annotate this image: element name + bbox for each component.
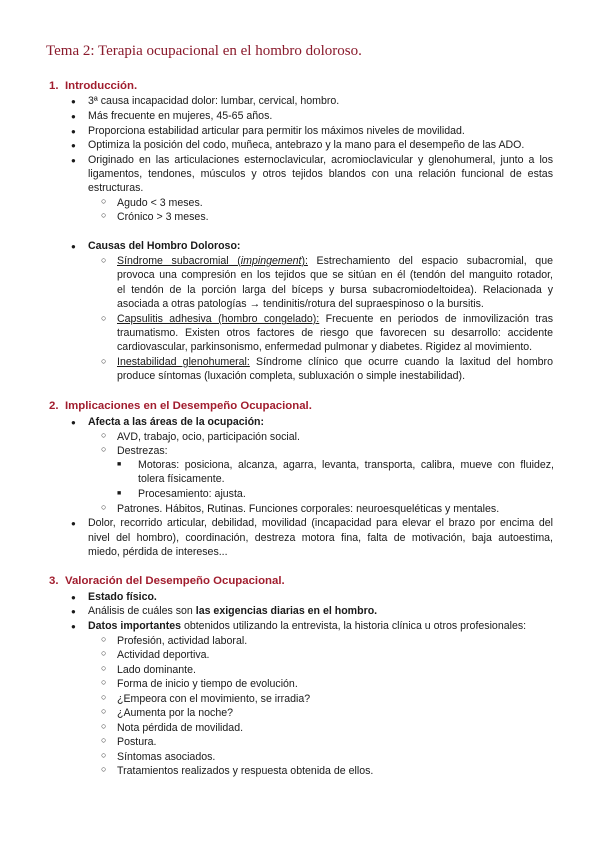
circle-bullet-icon: ○ bbox=[101, 677, 107, 687]
bullet-icon: ● bbox=[71, 141, 76, 150]
section-1-number: 1. bbox=[49, 80, 59, 92]
list-item bbox=[88, 619, 526, 633]
list-item-bold: las exigencias diarias en el hombro. bbox=[195, 605, 378, 617]
list-item-continuation: nivel del hombro), coordinación, destreza motora fina, falta de motivación, baja autoestima, bbox=[88, 532, 553, 544]
bullet-icon: ● bbox=[71, 242, 76, 251]
list-item: Estado físico. bbox=[88, 591, 157, 603]
cause-label-italic: impingement bbox=[240, 255, 302, 267]
sub-sub-item: Procesamiento: ajusta. bbox=[138, 488, 246, 500]
cause-capsulitis bbox=[117, 312, 553, 326]
cause-text-line: traumatismo. Existen otros factores de riesgo que favorecen su desarrollo: accidente bbox=[117, 327, 553, 339]
list-item: 3ª causa incapacidad dolor: lumbar, cervical, hombro. bbox=[88, 95, 340, 107]
circle-bullet-icon: ○ bbox=[101, 502, 107, 512]
sub-item: Lado dominante. bbox=[117, 664, 196, 676]
cause-label: Síndrome subacromial ( bbox=[117, 255, 241, 267]
list-item: Optimiza la posición del codo, muñeca, antebrazo y la mano para el desempeño de las ADO. bbox=[88, 139, 525, 151]
circle-bullet-icon: ○ bbox=[101, 663, 107, 673]
cause-text-line: provoca una compresión en los tejidos que se sitúan en él (tendón del manguito rotador, bbox=[117, 269, 553, 281]
circle-bullet-icon: ○ bbox=[101, 721, 107, 731]
cause-label: Inestabilidad glenohumeral: bbox=[117, 356, 250, 368]
cause-label: Capsulitis adhesiva (hombro congelado): bbox=[117, 313, 320, 325]
bullet-icon: ● bbox=[71, 593, 76, 602]
list-item-continuation: ligamentos, tendones, músculos y otros tejidos blandos con una relación funcional de estas bbox=[88, 168, 553, 180]
circle-bullet-icon: ○ bbox=[101, 735, 107, 745]
list-item: Dolor, recorrido articular, debilidad, movilidad (incapacidad para elevar el brazo por encima del bbox=[88, 517, 553, 529]
list-item: Originado en las articulaciones esternoclavicular, acromioclavicular y glenohumeral, junto a los bbox=[88, 154, 553, 166]
bullet-icon: ● bbox=[71, 112, 76, 121]
circle-bullet-icon: ○ bbox=[101, 356, 107, 366]
sub-item: Nota pérdida de movilidad. bbox=[117, 722, 244, 734]
circle-bullet-icon: ○ bbox=[101, 313, 107, 323]
list-item-continuation: estructuras. bbox=[88, 182, 144, 194]
circle-bullet-icon: ○ bbox=[101, 764, 107, 774]
circle-bullet-icon: ○ bbox=[101, 706, 107, 716]
bullet-icon: ● bbox=[71, 156, 76, 165]
square-bullet-icon: ■ bbox=[117, 461, 122, 468]
section-2-heading bbox=[49, 400, 312, 412]
sub-item: Tratamientos realizados y respuesta obtenida de ellos. bbox=[117, 765, 374, 777]
cause-text-line: produce síntomas (luxación completa, subluxación o simple inestabilidad). bbox=[117, 370, 466, 382]
list-item-text: obtenidos utilizando la entrevista, la historia clínica u otros profesionales: bbox=[181, 620, 527, 632]
bullet-icon: ● bbox=[71, 519, 76, 528]
cause-subacromial bbox=[117, 254, 553, 268]
circle-bullet-icon: ○ bbox=[101, 444, 107, 454]
sub-item: Actividad deportiva. bbox=[117, 649, 210, 661]
section-3-number: 3. bbox=[49, 575, 59, 587]
circle-bullet-icon: ○ bbox=[101, 750, 107, 760]
section-3-title: Valoración del Desempeño Ocupacional. bbox=[65, 575, 285, 587]
cause-text-line: el tendón de la porción larga del bíceps y bursa subacromiodeltoidea). Relacionada y bbox=[117, 284, 553, 296]
list-item: Más frecuente en mujeres, 45-65 años. bbox=[88, 110, 273, 122]
square-bullet-icon: ■ bbox=[117, 490, 122, 497]
circle-bullet-icon: ○ bbox=[101, 210, 107, 220]
cause-text-line: asociada a otras patologías → tendinitis/rotura del supraespinoso o la bursitis. bbox=[117, 298, 484, 310]
sub-item: Profesión, actividad laboral. bbox=[117, 635, 248, 647]
bullet-icon: ● bbox=[71, 622, 76, 631]
section-3-heading bbox=[49, 575, 285, 587]
sub-item: ¿Aumenta por la noche? bbox=[117, 707, 234, 719]
circle-bullet-icon: ○ bbox=[101, 692, 107, 702]
causes-heading: Causas del Hombro Doloroso: bbox=[88, 240, 241, 252]
sub-item: Síntomas asociados. bbox=[117, 751, 216, 763]
cause-text: Estrechamiento del espacio subacromial, que bbox=[307, 255, 553, 267]
list-item bbox=[88, 604, 377, 618]
section-2-number: 2. bbox=[49, 400, 59, 412]
sub-sub-item: Motoras: posiciona, alcanza, agarra, levanta, transporta, calibra, mueve con fluidez, bbox=[138, 459, 554, 471]
circle-bullet-icon: ○ bbox=[101, 430, 107, 440]
cause-text: Síndrome clínico que ocurre cuando la laxitud del hombro bbox=[249, 356, 553, 368]
circle-bullet-icon: ○ bbox=[101, 648, 107, 658]
bullet-icon: ● bbox=[71, 127, 76, 136]
section-2-title: Implicaciones en el Desempeño Ocupacional. bbox=[65, 400, 312, 412]
sub-item: ¿Empeora con el movimiento, se irradia? bbox=[117, 693, 311, 705]
circle-bullet-icon: ○ bbox=[101, 196, 107, 206]
section-1-heading bbox=[49, 80, 137, 92]
cause-inestabilidad bbox=[117, 355, 553, 369]
section-1-title: Introducción. bbox=[65, 80, 138, 92]
sub-item: Agudo < 3 meses. bbox=[117, 197, 203, 209]
bullet-icon: ● bbox=[71, 607, 76, 616]
cause-text-line: cardiovascular, parkinsonismo, enfermedad pulmonar y diabetes. Rigidez al movimiento. bbox=[117, 341, 533, 353]
sub-item: Destrezas: bbox=[117, 445, 168, 457]
areas-heading: Afecta a las áreas de la ocupación: bbox=[88, 416, 265, 428]
list-item-bold: Datos importantes bbox=[88, 620, 182, 632]
circle-bullet-icon: ○ bbox=[101, 255, 107, 265]
bullet-icon: ● bbox=[71, 418, 76, 427]
sub-item: AVD, trabajo, ocio, participación social. bbox=[117, 431, 300, 443]
bullet-icon: ● bbox=[71, 97, 76, 106]
document-title: Tema 2: Terapia ocupacional en el hombro doloroso. bbox=[46, 43, 362, 59]
cause-label: ): bbox=[301, 255, 308, 267]
list-item-continuation: miedo, pérdida de intereses... bbox=[88, 546, 228, 558]
sub-item: Crónico > 3 meses. bbox=[117, 211, 209, 223]
circle-bullet-icon: ○ bbox=[101, 634, 107, 644]
sub-item: Postura. bbox=[117, 736, 157, 748]
list-item: Proporciona estabilidad articular para permitir los máximos niveles de movilidad. bbox=[88, 125, 465, 137]
cause-text: Frecuente en periodos de inmovilización tras bbox=[319, 313, 553, 325]
list-item-text: Análisis de cuáles son bbox=[88, 605, 196, 617]
sub-sub-item-continuation: tolera físicamente. bbox=[138, 473, 225, 485]
sub-item: Forma de inicio y tiempo de evolución. bbox=[117, 678, 298, 690]
sub-item: Patrones. Hábitos, Rutinas. Funciones corporales: neuroesqueléticas y mentales. bbox=[117, 503, 500, 515]
